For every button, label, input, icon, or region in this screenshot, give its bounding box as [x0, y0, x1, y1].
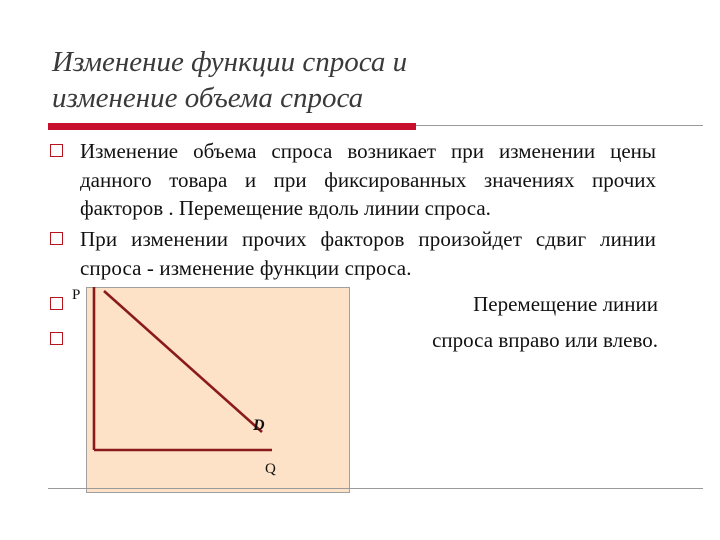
shift-note-line-1: Перемещение линии	[473, 292, 658, 316]
price-axis-label: P	[72, 287, 81, 303]
title-line-1: Изменение функции спроса и	[52, 46, 408, 78]
demand-curve-label: D	[253, 417, 265, 434]
quantity-axis-label: Q	[265, 461, 276, 477]
demand-curve	[104, 291, 262, 432]
bullet-text-2: При изменении прочих факторов произойдет сдвиг линии спроса - изменение функции спроса.	[80, 227, 656, 280]
bottom-divider	[48, 488, 703, 489]
bullet-text-1: Изменение объема спроса возникает при изменении цены данного товара и при фиксированных значениях прочих факторов . Перемещение вдоль линии спроса.	[80, 139, 656, 220]
shift-note-line-2: спроса вправо или влево.	[432, 328, 658, 352]
title-line-2: изменение объема спроса	[52, 82, 364, 114]
